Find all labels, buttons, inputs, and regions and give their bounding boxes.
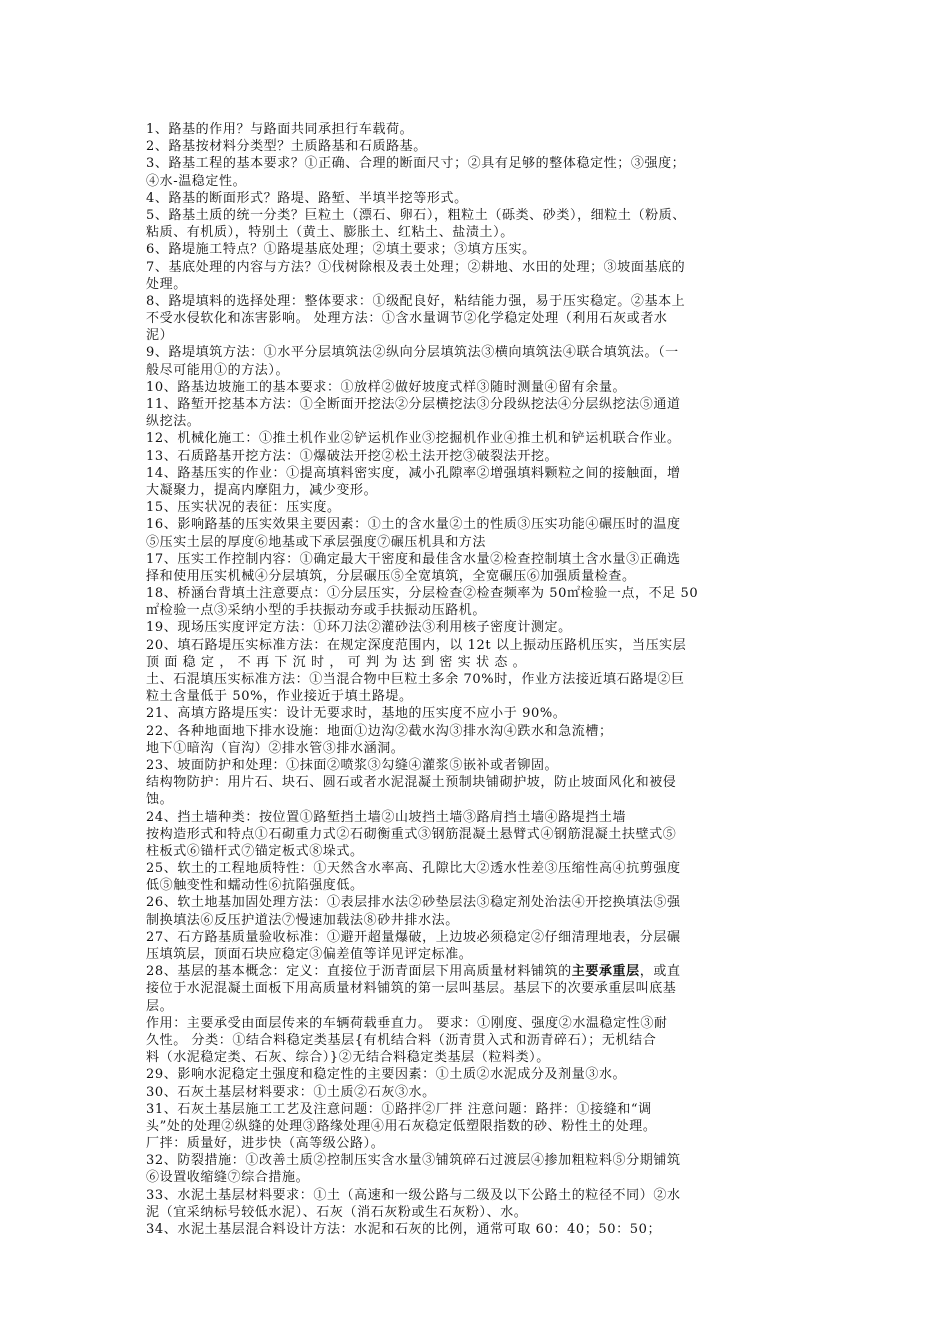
text-line: 料（水泥稳定类、石灰、综合）}②无结合料稳定类基层（粒料类）。 — [146, 1050, 550, 1066]
text-line: 28、基层的基本概念：定义：直接位于沥青面层下用高质量材料铺筑的主要承重层，或直 — [146, 964, 681, 980]
text-line: 17、压实工作控制内容：①确定最大干密度和最佳含水量②检查控制填土含水量③正确选 — [146, 551, 681, 567]
text-line: 大凝聚力，提高内摩阻力，减少变形。 — [146, 482, 378, 498]
text-line: 1、路基的作用？与路面共同承担行车载荷。 — [146, 122, 414, 137]
text-line: 12、机械化施工：①推土机作业②铲运机作业③挖掘机作业④推土机和铲运机联合作业。 — [146, 431, 681, 447]
text-line: 23、坡面防护和处理：①抹面②喷浆③勾缝④灌浆⑤嵌补或者铆固。 — [146, 757, 559, 773]
text-line: 11、路堑开挖基本方法：①全断面开挖法②分层横挖法③分段纵挖法④分层纵挖法⑤通道 — [146, 397, 681, 412]
text-line: 顶 面 稳 定 ， 不 再 下 沉 时 ， 可 判 为 达 到 密 实 状 态 。 — [146, 654, 527, 670]
text-line: 26、软土地基加固处理方法：①表层排水法②砂垫层法③稳定剂处治法④开挖换填法⑤强 — [146, 895, 681, 911]
text-line: 久性。 分类：①结合料稳定类基层{有机结合料（沥青贯入式和沥青碎石）；无机结合 — [146, 1032, 657, 1048]
text-line: 低⑤触变性和蠕动性⑥抗陷强度低。 — [146, 878, 364, 894]
text-line: 压填筑层，顶面石块应稳定③偏差值等详见评定标准。 — [146, 947, 473, 962]
text-line: 34、水泥土基层混合料设计方法：水泥和石灰的比例，通常可取 60：40；50：50； — [146, 1222, 662, 1237]
text-line: 般尽可能用①的方法）。 — [146, 362, 290, 378]
text-line: 20、填石路堤压实标准方法：在规定深度范围内，以 12t 以上振动压路机压实，当压实层 — [146, 637, 687, 653]
document-body — [146, 121, 816, 1238]
text-line: 按构造形式和特点①石砌重力式②石砌衡重式③钢筋混凝土悬臂式④钢筋混凝土扶壁式⑤ — [146, 826, 677, 842]
text-line: 制换填法⑥反压护道法⑦慢速加载法⑧砂井排水法。 — [146, 912, 459, 928]
text-line: 3、路基工程的基本要求？①正确、合理的断面尺寸；②具有足够的整体稳定性；③强度； — [146, 156, 686, 172]
text-line: 作用：主要承受由面层传来的车辆荷载垂直力。 要求：①刚度、强度②水温稳定性③耐 — [146, 1015, 668, 1031]
text-line: 15、压实状况的表征：压实度。 — [146, 500, 341, 516]
text-line: 33、水泥土基层材料要求：①土（高速和一级公路与二级及以下公路土的粒径不同）②水 — [146, 1187, 681, 1203]
text-line: 5、路基土质的统一分类？巨粒土（漂石、卵石），粗粒土（砾类、砂类），细粒土（粉质、 — [146, 207, 686, 223]
text-line: 22、各种地面地下排水设施：地面①边沟②截水沟③排水沟④跌水和急流槽； — [146, 723, 613, 739]
text-line: 粒土含量低于 50%，作业接近于填土路堤。 — [146, 689, 413, 705]
text-line: 32、防裂措施：①改善土质②控制压实含水量③铺筑碎石过渡层④掺加粗粒料⑤分期铺筑 — [146, 1153, 681, 1169]
text-line: 9、路堤填筑方法：①水平分层填筑法②纵向分层填筑法③横向填筑法④联合填筑法。（一 — [146, 345, 679, 361]
text-line: ⑤压实土层的厚度⑥地基或下承层强度⑦碾压机具和方法 — [146, 534, 487, 550]
emphasis-text: 主要承重层 — [571, 964, 640, 980]
text-line: 柱板式⑥锚杆式⑦锚定板式⑧垛式。 — [146, 843, 364, 859]
text-line: 7、基底处理的内容与方法？①伐树除根及表土处理；②耕地、水田的处理；③坡面基底的 — [146, 259, 686, 275]
text-line: 29、影响水泥稳定土强度和稳定性的主要因素：①土质②水泥成分及剂量③水。 — [146, 1067, 627, 1083]
text-line: 27、石方路基质量验收标准：①避开超量爆破，上边坡必须稳定②仔细清理地表，分层碾 — [146, 929, 681, 945]
text-line: 10、路基边坡施工的基本要求：①放样②做好坡度式样③随时测量④留有余量。 — [146, 379, 627, 395]
text-line: 接位于水泥混凝土面板下用高质量材料铺筑的第一层叫基层。基层下的次要承重层叫底基 — [146, 981, 677, 997]
text-line: 蚀。 — [146, 792, 174, 808]
text-line: 19、现场压实度评定方法：①环刀法②灌砂法③利用核子密度计测定。 — [146, 620, 572, 636]
text-line: 层。 — [146, 998, 174, 1014]
text-line: 14、路基压实的作业：①提高填料密实度，减小孔隙率②增强填料颗粒之间的接触面，增 — [146, 465, 681, 481]
text-line: 择和使用压实机械④分层填筑，分层碾压⑤全宽填筑，全宽碾压⑥加强质量检查。 — [146, 568, 636, 584]
text-line: 21、高填方路堤压实：设计无要求时，基地的压实度不应小于 90%。 — [146, 706, 567, 722]
text-line: ㎡检验一点③采纳小型的手扶振动夯或手扶振动压路机。 — [146, 603, 487, 619]
text-line: 结构物防护：用片石、块石、圆石或者水泥混凝土预制块铺砌护坡，防止坡面风化和被侵 — [146, 775, 677, 791]
text-line: ④水-温稳定性。 — [146, 173, 247, 189]
text-line: 25、软土的工程地质特性：①天然含水率高、孔隙比大②透水性差③压缩性高④抗剪强度 — [146, 861, 681, 877]
text-line: 13、石质路基开挖方法：①爆破法开挖②松土法开挖③破裂法开挖。 — [146, 448, 559, 464]
text-line: 处理。 — [146, 276, 187, 292]
text-line: 6、路堤施工特点？①路堤基底处理；②填土要求；③填方压实。 — [146, 242, 536, 258]
text-line: 厂拌：质量好，进步快（高等级公路）。 — [146, 1136, 385, 1152]
text-line: 4、路基的断面形式？路堤、路堑、半填半挖等形式。 — [146, 190, 468, 206]
text-line: 2、路基按材料分类型？土质路基和石质路基。 — [146, 139, 427, 155]
text-line: 30、石灰土基层材料要求：①土质②石灰③水。 — [146, 1084, 436, 1100]
text-line: 18、桥涵台背填土注意要点：①分层压实，分层检查②检查频率为 50㎡检验一点，不足 50 — [146, 586, 699, 602]
text-line: 土、石混填压实标准方法：①当混合物中巨粒土多余 70%时，作业方法接近填石路堤②巨 — [146, 672, 685, 687]
text-line: ⑥设置收缩缝⑦综合措施。 — [146, 1170, 310, 1186]
text-line: 16、影响路基的压实效果主要因素：①土的含水量②土的性质③压实功能④碾压时的温度 — [146, 517, 681, 533]
text-line: 头”处的处理②纵缝的处理③路缘处理④用石灰稳定低塑限指数的砂、粉性土的处理。 — [146, 1118, 657, 1134]
text-line: 31、石灰土基层施工工艺及注意问题：①路拌②厂拌 注意问题：路拌：①接缝和“调 — [146, 1101, 652, 1117]
text-line: 24、挡土墙种类：按位置①路堑挡土墙②山坡挡土墙③路肩挡土墙④路堤挡土墙 — [146, 809, 627, 825]
text-line: 8、路堤填料的选择处理：整体要求：①级配良好，粘结能力强，易于压实稳定。②基本上 — [146, 293, 686, 309]
text-line: 泥（宜采纳标号较低水泥）、石灰（消石灰粉或生石灰粉）、水。 — [146, 1204, 528, 1220]
text-line: 纵挖法。 — [146, 414, 201, 430]
text-line: 地下①暗沟（盲沟）②排水管③排水涵洞。 — [146, 740, 405, 756]
text-line: 粘质、有机质），特别土（黄土、膨胀土、红粘土、盐渍土）。 — [146, 225, 514, 241]
text-line: 不受水侵软化和冻害影响。 处理方法：①含水量调节②化学稳定处理（利用石灰或者水 — [146, 311, 668, 327]
text-line: 泥） — [146, 328, 174, 344]
